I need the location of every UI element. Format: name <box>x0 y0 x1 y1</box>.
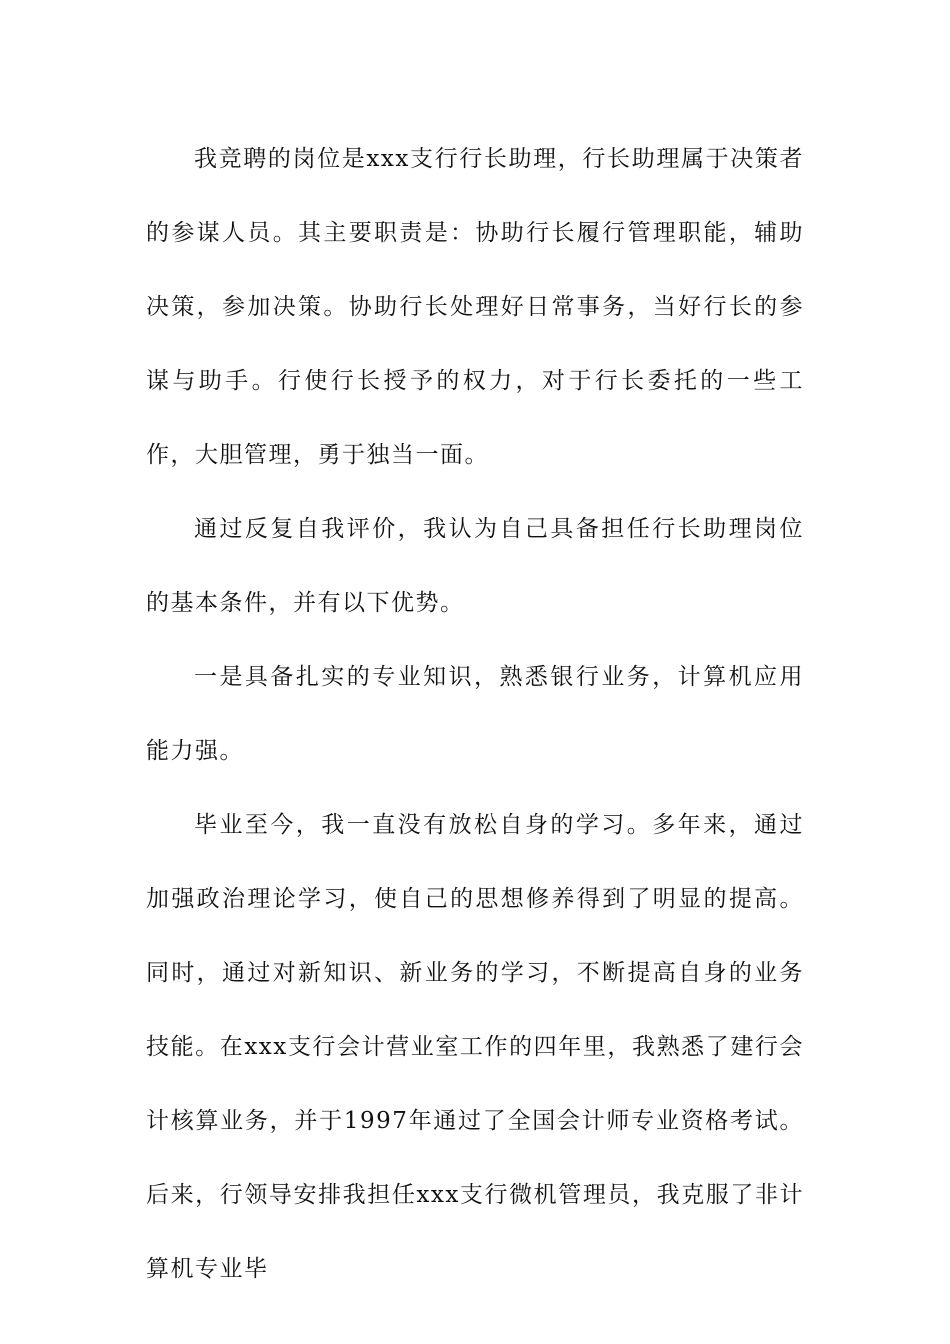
paragraph-self-evaluation: 通过反复自我评价，我认为自己具备担任行长助理岗位的基本条件，并有以下优势。 <box>146 516 804 616</box>
paragraph-job-duties: 我竞聘的岗位是xxx支行行长助理，行长助理属于决策者的参谋人员。其主要职责是：协助行长履行管理职能，辅助决策，参加决策。协助行长处理好日常事务，当好行长的参谋与助手。行使行长授予的权力，对于行长委托的一些工作，大胆管理，勇于独当一面。 <box>146 146 804 468</box>
paragraph-advantage-one: 一是具备扎实的专业知识，熟悉银行业务，计算机应用能力强。 <box>146 664 804 764</box>
document-body <box>146 122 804 1306</box>
paragraph-study-experience: 毕业至今，我一直没有放松自身的学习。多年来，通过加强政治理论学习，使自己的思想修养得到了明显的提高。同时，通过对新知识、新业务的学习，不断提高自身的业务技能。在xxx支行会计营业室工作的四年里，我熟悉了建行会计核算业务，并于1997年通过了全国会计师专业资格考试。后来，行领导安排我担任xxx支行微机管理员，我克服了非计算机专业毕 <box>146 812 804 1282</box>
